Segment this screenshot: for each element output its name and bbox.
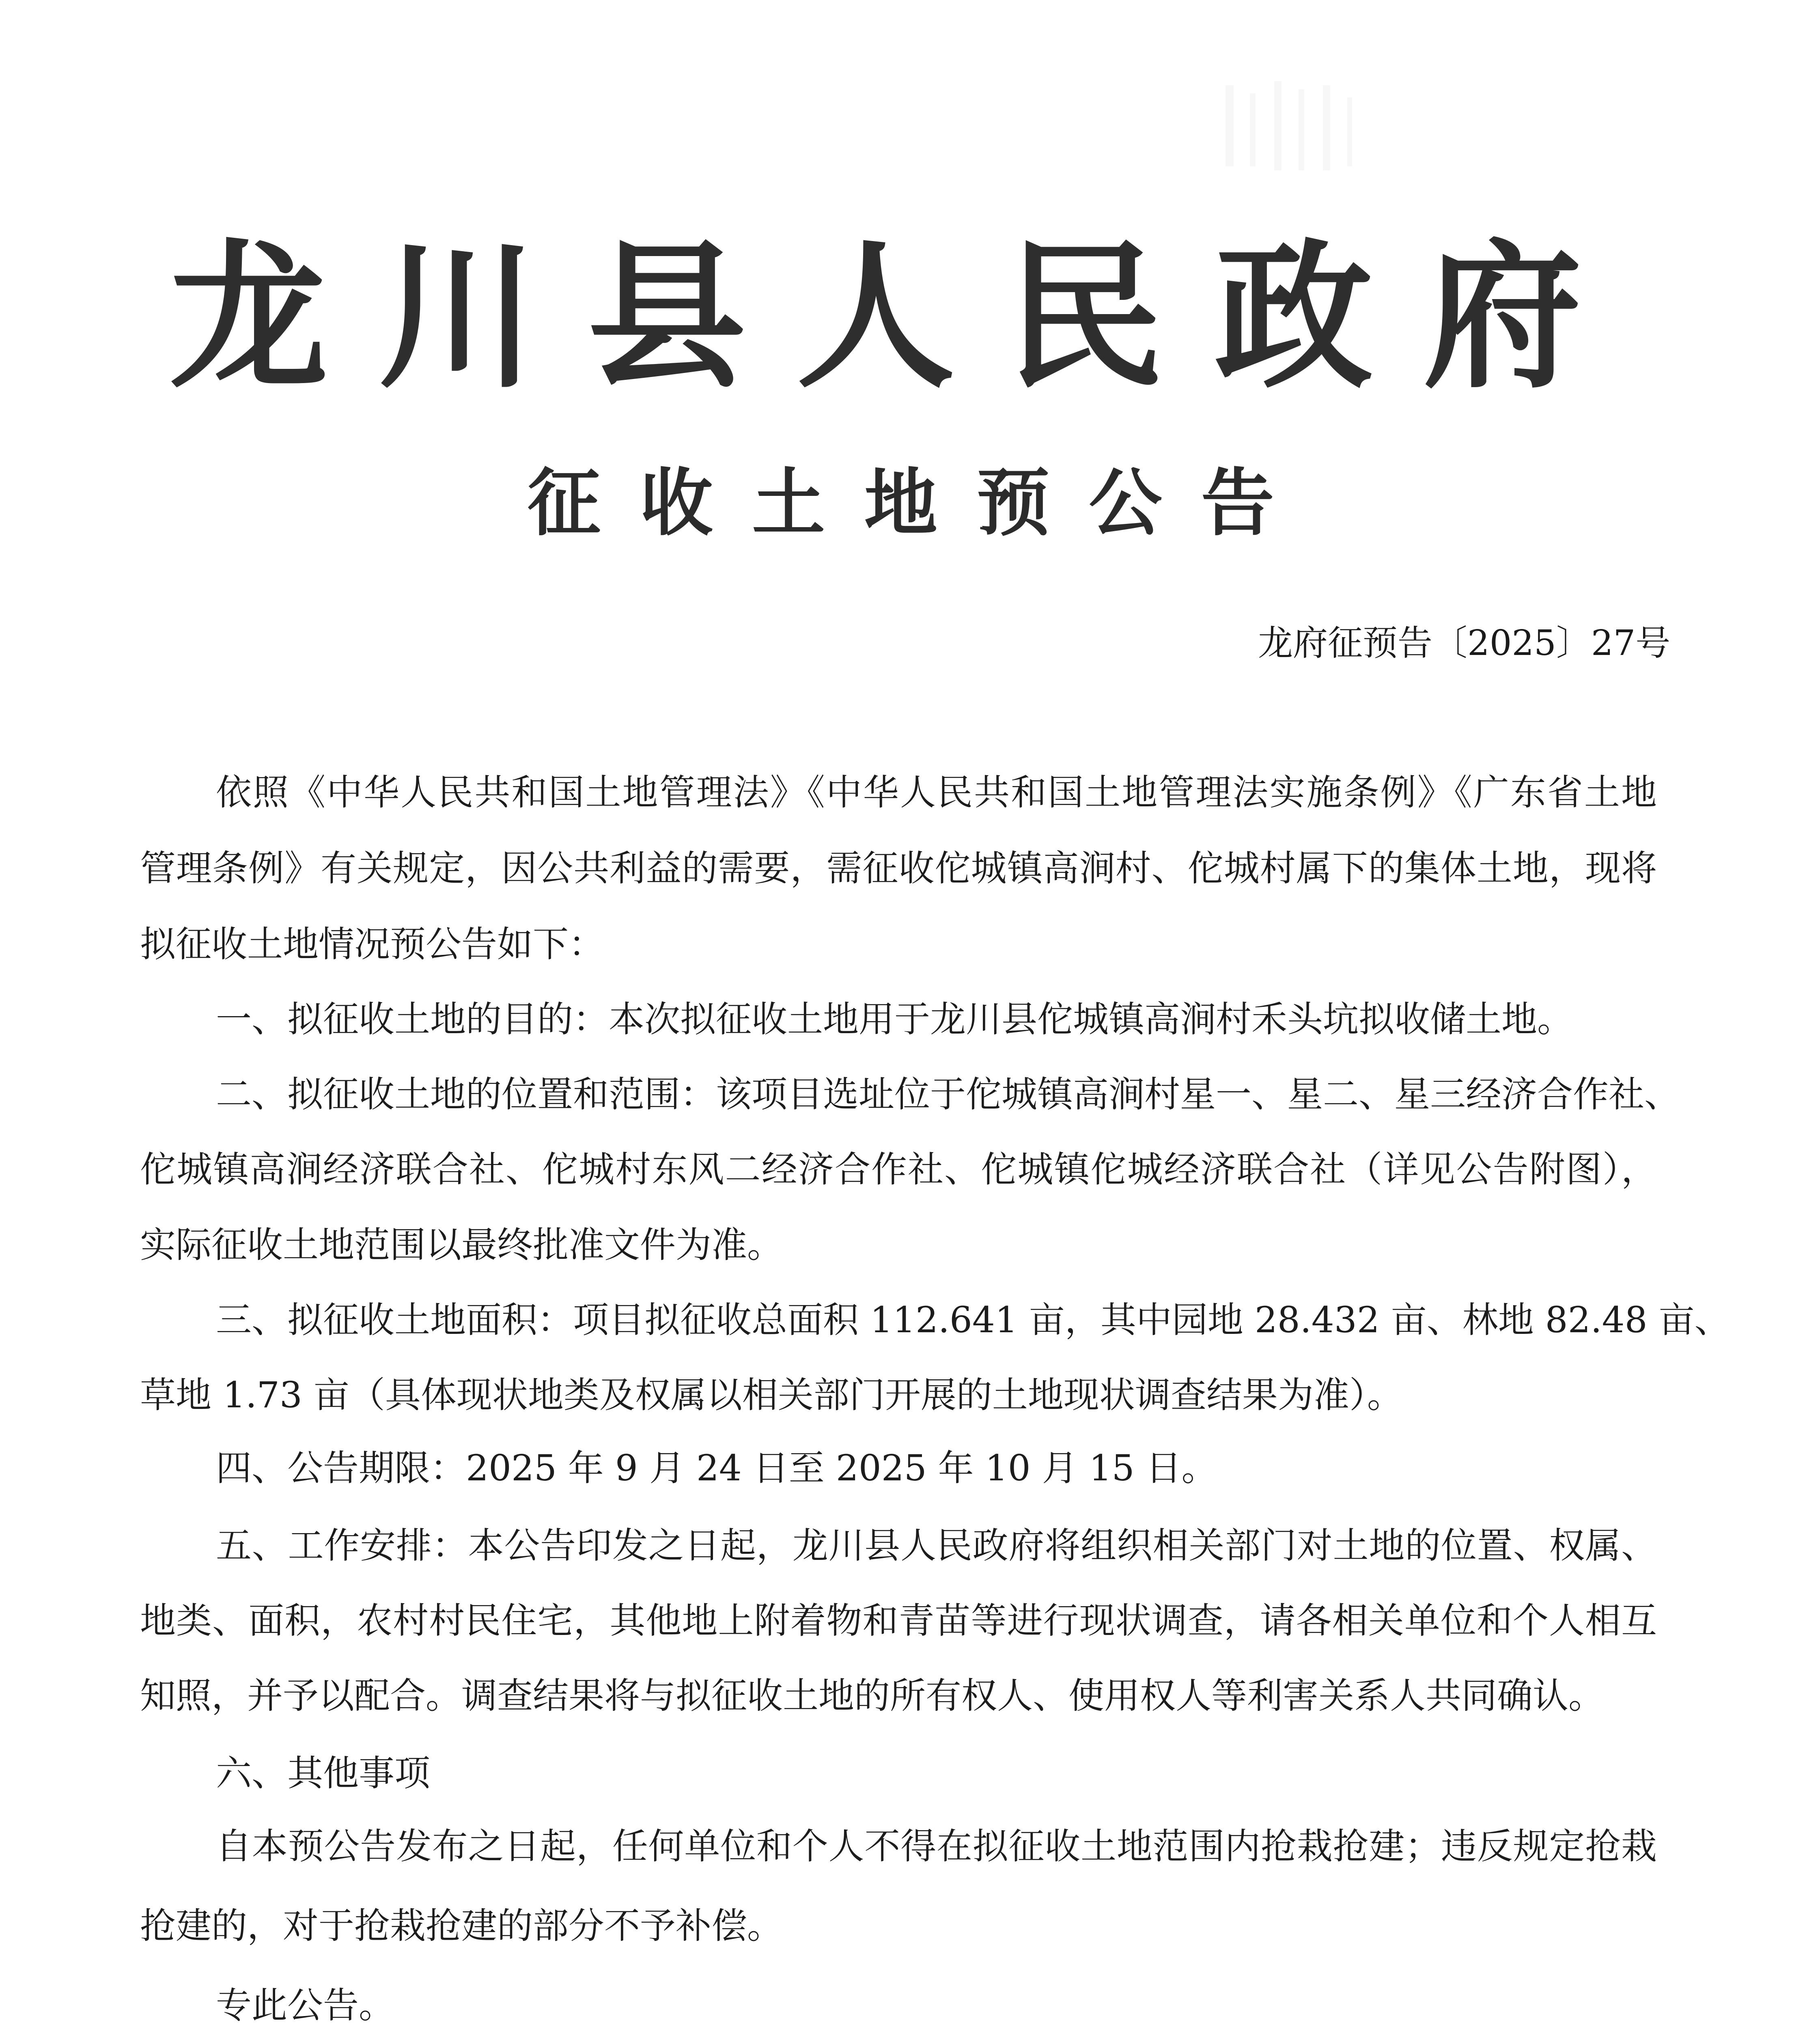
subtitle-char: 征 — [528, 460, 601, 546]
body-line: 抢建的，对于抢栽抢建的部分不予补偿。 — [140, 1905, 783, 1947]
title-char: 民 — [1006, 224, 1164, 409]
body-line: 六、其他事项 — [216, 1752, 431, 1794]
subtitle-char: 预 — [976, 460, 1050, 546]
subtitle-char: 土 — [752, 460, 825, 546]
subtitle-char: 告 — [1201, 460, 1274, 546]
title-char: 县 — [588, 224, 746, 409]
body-line: 一、拟征收土地的目的：本次拟征收土地用于龙川县佗城镇高涧村禾头坑拟收储土地。 — [216, 998, 1573, 1040]
subtitle-char: 收 — [640, 460, 713, 546]
title-char: 府 — [1424, 224, 1582, 409]
body-line: 地类、面积，农村村民住宅，其他地上附着物和青苗等进行现状调查，请各相关单位和个人相互 — [140, 1600, 1657, 1641]
body-line: 五、工作安排：本公告印发之日起，龙川县人民政府将组织相关部门对土地的位置、权属、 — [216, 1525, 1657, 1566]
body-line: 自本预公告发布之日起，任何单位和个人不得在拟征收土地范围内抢栽抢建；违反规定抢栽 — [216, 1825, 1657, 1867]
body-line: 草地 1.73 亩（具体现状地类及权属以相关部门开展的土地现状调查结果为准）。 — [140, 1374, 1403, 1416]
subtitle-char: 地 — [864, 460, 937, 546]
body-line: 实际征收土地范围以最终批准文件为准。 — [140, 1224, 783, 1266]
body-line: 专此公告。 — [216, 1984, 395, 2026]
title-char: 龙 — [170, 224, 328, 409]
body-line: 拟征收土地情况预公告如下： — [140, 923, 605, 965]
body-line: 知照，并予以配合。调查结果将与拟征收土地的所有权人、使用权人等利害关系人共同确认。 — [140, 1675, 1605, 1717]
document-number: 龙府征预告〔2025〕27号 — [1258, 623, 1671, 663]
body-line: 依照《中华人民共和国土地管理法》《中华人民共和国土地管理法实施条例》《广东省土地 — [216, 771, 1657, 813]
title-char: 政 — [1215, 224, 1373, 409]
body-line: 三、拟征收土地面积：项目拟征收总面积 112.641 亩，其中园地 28.432 亩、林地 82.48 亩、 — [216, 1299, 1730, 1341]
body-line: 佗城镇高涧经济联合社、佗城村东风二经济合作社、佗城镇佗城经济联合社（详见公告附图）， — [140, 1148, 1657, 1190]
notice-title — [528, 459, 1274, 548]
title-char: 川 — [379, 224, 537, 409]
body-line: 管理条例》有关规定，因公共利益的需要，需征收佗城镇高涧村、佗城村属下的集体土地，现将 — [140, 847, 1657, 889]
issuer-title — [170, 224, 1582, 409]
subtitle-char: 公 — [1089, 460, 1162, 546]
body-line: 四、公告期限：2025 年 9 月 24 日至 2025 年 10 月 15 日。 — [216, 1447, 1217, 1489]
scan-bleed-mark — [1217, 77, 1372, 183]
body-line: 二、拟征收土地的位置和范围：该项目选址位于佗城镇高涧村星一、星二、星三经济合作社、 — [216, 1073, 1680, 1115]
title-char: 人 — [797, 224, 955, 409]
